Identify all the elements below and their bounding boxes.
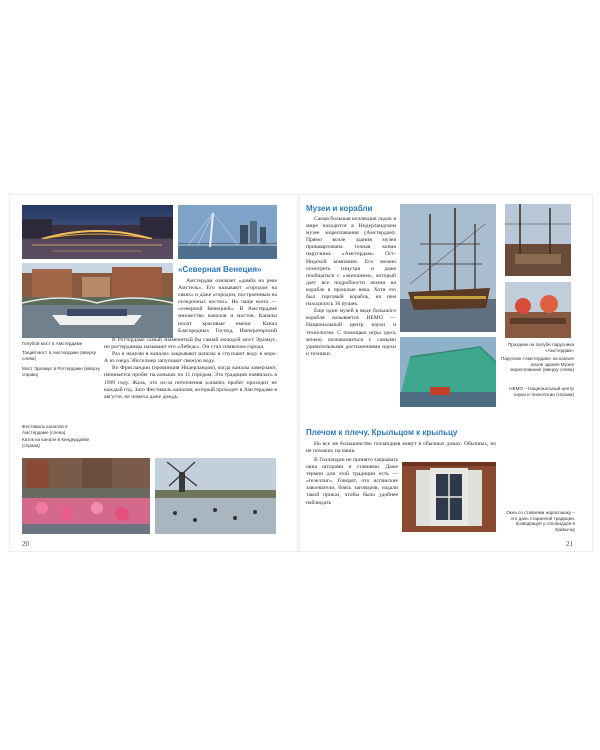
photo-erasmus-bridge <box>178 205 277 259</box>
caption-kinderdijk: Каток на канале в Киндердайке (справа) <box>22 437 90 448</box>
left-text-column-bottom <box>104 337 277 401</box>
page-number-right: 21 <box>566 540 573 548</box>
photo-deck-festival <box>505 204 571 276</box>
left-paragraph-2: В Роттердаме самый знаменитый бы самый молодой мост Эразмус, но роттердамцы называют его «Лебедь». Он стал символом города. <box>104 337 277 351</box>
right-text-column-1 <box>306 216 396 406</box>
left-text-column-top <box>178 278 277 335</box>
page-number-left: 20 <box>22 540 29 548</box>
photo-nemo <box>400 337 496 407</box>
caption-skinny-bridge: Тощий мост в Амстердаме (вверху слева) <box>22 350 97 361</box>
right-paragraph-1: Самая большая коллекция лодок в мире находится в Нидерландском музее мореплавания (Амстердам). Прямо возле здания музея пришвартована точная копия парусника «Амстердам» Ост-Индской компании. Его можно осмотреть изнутри и даже пообщаться с «экипажем», который дает все подробности жизни на корабле в прошлые века. Хотя это был торговый корабль, на нем находилось 30 пушек. <box>306 216 396 308</box>
right-text-wide <box>306 441 496 455</box>
heading-northern-venice: «Северная Венеция» <box>178 265 262 274</box>
photo-canal-festival <box>22 458 150 534</box>
right-text-narrow <box>306 457 398 535</box>
photo-deck-people <box>505 282 571 338</box>
photo-ship-amsterdam <box>400 204 496 332</box>
left-paragraph-4: Во Фрисландии (провинция Нидерландов), когда каналы замерзают, начинается пробег на коньках по 11 городам. Эта традиция появилась в 1909 году. Жаль, что из-за потепления климата пробег проходит не каждый год. Зато Фестиваль каналов, который проходит в Амстердаме в августе, не помеха даже дождь. <box>104 365 277 400</box>
heading-shoulder-to-shoulder: Плечом к плечу. Крыльцом к крыльцу <box>306 428 458 437</box>
photo-blue-bridge <box>22 205 173 259</box>
left-paragraph-3: Раз в неделю в каналах закрывают шлюзы и спускают воду в море. А из озера Эйсселмер запускают свежую воду. <box>104 351 277 365</box>
caption-nemo: НЕМО – Национальный центр науки и технологии (справа) <box>509 386 574 397</box>
left-paragraph-1: Амстердам означает «дамба на реке Амстель». Его называют «городом на сваях» и даже «городом, построенным на селедочных костях». Но чаще всего — «северной Венецией». В Амстердаме множество каналов и мостов. Каналы носят красивые имена: Канал Благородных Господ, Императорский <box>178 278 277 334</box>
caption-erasmus-bridge: Мост Эразмус в Роттердаме (вверху справа) <box>22 366 101 377</box>
photo-shutters-windows <box>402 462 496 532</box>
caption-deck-festival: Праздник на палубе парусника «Амстердам» <box>507 342 574 353</box>
caption-canal-festival: Фестиваль каналов в Амстердаме (слева) <box>22 424 68 435</box>
photo-skinny-bridge <box>22 263 173 338</box>
caption-blue-bridge: Голубой мост в Амстердаме <box>22 341 83 346</box>
right-paragraph-4: В Голландии не принято закрывать окна шторами и ставнями. Даже термин для этой традиции есть — «гезеллиг». Говорят, что испанские завоеватели, боясь заговоров, издали такой приказ, чтобы было удобнее наблюдать <box>306 457 398 506</box>
right-paragraph-3: Но все же большинство голландцев живут в обычных домах. Обычных, но не похожих на наши. <box>306 441 496 455</box>
book-gutter <box>297 195 300 551</box>
photo-kinderdijk-skating <box>155 458 276 534</box>
caption-ship-amsterdam: Парусник «Амстердам» на канале возле здания Музея мореплавания (вверху слева) <box>500 356 574 373</box>
caption-shutters: Окна со ставнями нараспашку – это дань старинной традиции, возводящей у голландцев в привычку <box>506 510 575 532</box>
heading-museums-ships: Музеи и корабли <box>306 204 373 213</box>
right-paragraph-2: Еще один музей в виде большого корабля называется НЕМО — Национальный центр науки и технологии. С помощью игры здесь можно познакомиться с самыми удивительными достижениями науки и техники. <box>306 308 396 357</box>
